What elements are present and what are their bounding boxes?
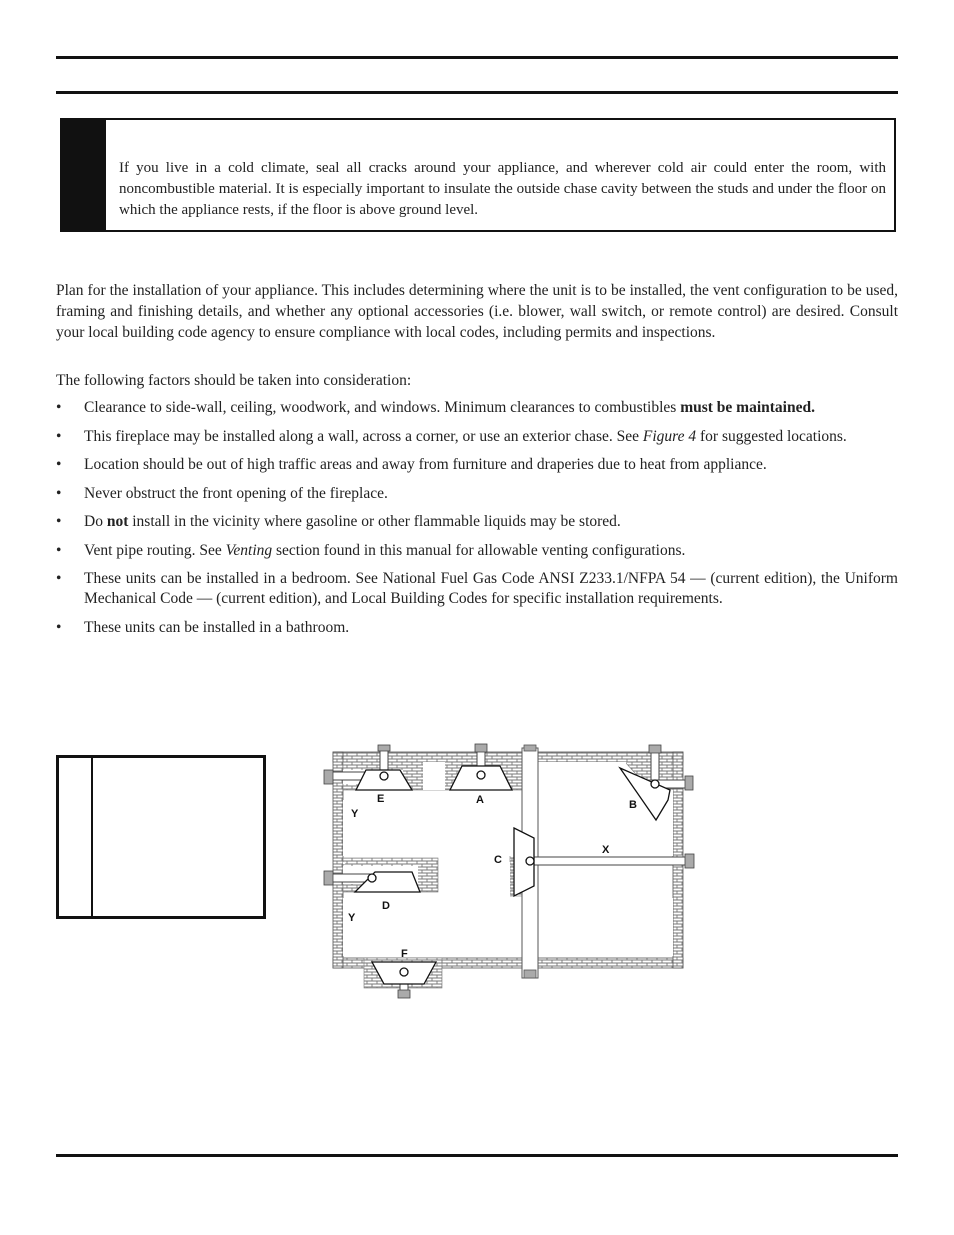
bullet-dot: •	[56, 541, 62, 559]
section-reference: Venting	[225, 541, 273, 559]
list-item-text: This fireplace may be installed along a wall, across a corner, or use an exterior chase. See	[84, 427, 643, 445]
list-item	[56, 427, 898, 447]
cold-climate-callout	[60, 118, 896, 232]
list-item-bold: must be maintained.	[680, 399, 815, 416]
list-item-text: Vent pipe routing. See	[84, 541, 226, 559]
list-item-text: install in the vicinity where gasoline or other flammable liquids may be stored.	[128, 513, 621, 530]
list-item-text: for suggested locations.	[696, 427, 847, 445]
header-rule-bottom	[56, 91, 898, 94]
label-e: E	[377, 793, 385, 805]
figure-legend-box	[56, 755, 266, 919]
bullet-dot: •	[56, 618, 62, 636]
header-rule-top	[56, 56, 898, 59]
list-item-text: Do	[84, 513, 107, 530]
bullet-dot: •	[56, 570, 62, 587]
label-f: F	[401, 948, 408, 960]
label-c: C	[494, 854, 502, 866]
list-item-text: These units can be installed in a bathroom.	[84, 618, 350, 636]
list-item	[56, 569, 898, 609]
fireplace-locations-diagram	[320, 740, 700, 1000]
bullet-dot: •	[56, 399, 62, 416]
planning-intro: Plan for the installation of your appliance. This includes determining where the unit is to be installed, the vent configuration to be used, framing and finishing details, and whether any optional accessories (i.e. blower, wall switch, or remote control) are desired. Consult your local building code agency to ensure compliance with local codes, including permits and inspections.	[56, 282, 898, 341]
footer-rule	[56, 1154, 898, 1157]
bullet-dot: •	[56, 484, 62, 502]
callout-side-bar	[62, 120, 106, 230]
label-x: X	[602, 844, 610, 856]
list-item	[56, 541, 898, 561]
list-item-text: section found in this manual for allowable venting configurations.	[272, 541, 686, 559]
label-a: A	[476, 794, 484, 806]
factors-intro: The following factors should be taken into consideration:	[56, 372, 412, 389]
list-item	[56, 512, 898, 532]
list-item-text: Location should be out of high traffic areas and away from furniture and draperies due to heat from appliance.	[84, 456, 767, 473]
legend-divider	[91, 758, 93, 916]
bullet-dot: •	[56, 427, 62, 445]
label-d: D	[382, 900, 390, 912]
list-item-text: These units can be installed in a bedroom. See National Fuel Gas Code ANSI Z233.1/NFPA 54 — (current edition), the Uniform Mechanical Code — (current edition), and Local Building Codes for specific installation requirements.	[84, 570, 898, 607]
label-y-bottom: Y	[348, 912, 356, 924]
label-y-top: Y	[351, 808, 359, 820]
bullet-dot: •	[56, 513, 62, 530]
label-b: B	[629, 799, 637, 811]
bullet-dot: •	[56, 456, 62, 473]
list-item	[56, 398, 898, 418]
list-item-bold: not	[106, 513, 129, 530]
figure-reference: Figure 4	[642, 427, 697, 445]
factors-list	[56, 398, 898, 646]
list-item	[56, 484, 898, 504]
list-item	[56, 618, 898, 638]
cold-climate-text: If you live in a cold climate, seal all cracks around your appliance, and wherever cold air could enter the room, with noncombustible material. It is especially important to insulate the outside chase cavity between the studs and under the floor on which the appliance rests, if the floor is above ground level.	[119, 160, 886, 218]
list-item	[56, 455, 898, 475]
list-item-text: Never obstruct the front opening of the fireplace.	[84, 484, 388, 502]
list-item-text: Clearance to side-wall, ceiling, woodwork, and windows. Minimum clearances to combustibles	[84, 399, 681, 416]
